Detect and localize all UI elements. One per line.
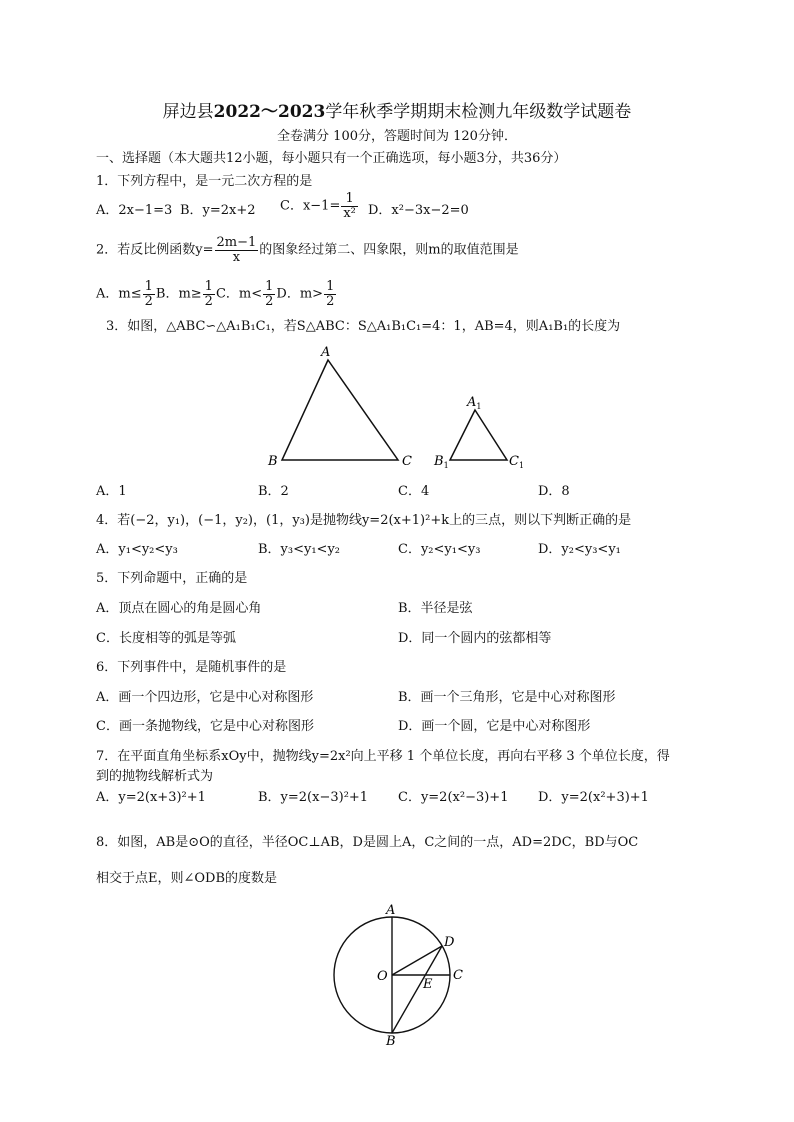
label-B: B bbox=[386, 1034, 396, 1049]
q7-option-d: D．y=2(x²+3)+1 bbox=[538, 790, 649, 805]
q3-option-c: C．4 bbox=[398, 484, 430, 499]
q8-stem-line1: 8．如图，AB是⊙O的直径，半径OC⊥AB，D是圆上A，C之间的一点，AD=2DC，BD与OC bbox=[96, 835, 639, 850]
q2-fraction bbox=[215, 236, 259, 265]
q6-stem: 6．下列事件中，是随机事件的是 bbox=[96, 660, 287, 675]
fraction-numerator: 1 bbox=[326, 279, 335, 294]
title-suffix: 学年秋季学期期末检测九年级数学试题卷 bbox=[325, 102, 632, 122]
q7-stem-line2: 到的抛物线解析式为 bbox=[96, 769, 214, 784]
label-B: B bbox=[268, 454, 278, 469]
title-prefix: 屏边县 bbox=[162, 102, 214, 122]
q7-option-a: A．y=2(x+3)²+1 bbox=[96, 790, 206, 805]
q2-option-a: A．m≤ bbox=[96, 286, 142, 302]
q5-option-c: C．长度相等的弧是等弧 bbox=[96, 631, 236, 646]
q4-option-d: D．y₂<y₃<y₁ bbox=[538, 542, 621, 557]
q5-option-a: A．顶点在圆心的角是圆心角 bbox=[96, 601, 262, 616]
q4-option-a: A．y₁<y₂<y₃ bbox=[96, 542, 178, 557]
label-E: E bbox=[423, 977, 433, 992]
q4-option-b: B．y₃<y₁<y₂ bbox=[258, 542, 341, 557]
q4-option-c: C．y₂<y₁<y₃ bbox=[398, 542, 481, 557]
q1-option-c-label: C．x−1= bbox=[280, 198, 341, 214]
q2-option-b-fraction bbox=[203, 280, 215, 309]
q7-stem-line1: 7．在平面直角坐标系xOy中，抛物线y=2x²向上平移 1 个单位长度，再向右平移 3 个单位长度，得 bbox=[96, 749, 670, 764]
q2-option-a-fraction bbox=[143, 280, 155, 309]
fraction-denominator: 2 bbox=[144, 294, 153, 309]
q3-option-b: B．2 bbox=[258, 484, 289, 499]
q6-option-c: C．画一条抛物线，它是中心对称图形 bbox=[96, 719, 314, 734]
segment-bd bbox=[392, 946, 442, 1033]
q3-option-d: D．8 bbox=[538, 484, 570, 499]
label-C: C bbox=[453, 968, 463, 983]
label-C: C bbox=[402, 454, 412, 469]
q1-option-a: A．2x−1=3 bbox=[96, 203, 173, 218]
segment-od bbox=[392, 946, 442, 975]
q2-option-d-fraction bbox=[324, 280, 336, 309]
section-heading: 一、选择题（本大题共12小题，每小题只有一个正确选项，每小题3分，共36分） bbox=[96, 151, 567, 166]
q2-option-c-fraction bbox=[263, 280, 275, 309]
q2-stem bbox=[96, 236, 519, 265]
q2-stem-prefix: 2．若反比例函数y= bbox=[96, 242, 214, 258]
q1-option-c bbox=[280, 192, 359, 221]
fraction-denominator: x² bbox=[343, 206, 356, 221]
q5-option-d: D．同一个圆内的弦都相等 bbox=[398, 631, 552, 646]
label-B1: $B_1$ bbox=[434, 454, 449, 470]
triangle-abc bbox=[282, 360, 398, 460]
fraction-numerator: 1 bbox=[265, 279, 274, 294]
label-C1: $C_1$ bbox=[509, 454, 525, 470]
fraction-numerator: 1 bbox=[341, 192, 358, 207]
q6-option-d: D．画一个圆，它是中心对称图形 bbox=[398, 719, 591, 734]
q1-option-d: D．x²−3x−2=0 bbox=[368, 203, 469, 218]
q2-option-d: D．m> bbox=[276, 286, 324, 302]
label-A: A bbox=[321, 345, 331, 360]
label-A: A bbox=[386, 903, 396, 918]
q2-option-b: B．m≥ bbox=[155, 286, 202, 302]
label-A1: $A_1$ bbox=[467, 395, 482, 411]
q3-stem: 3．如图，△ABC∽△A₁B₁C₁，若S△ABC：S△A₁B₁C₁=4：1，AB=4，则A₁B₁的长度为 bbox=[106, 319, 621, 334]
q1-option-b: B．y=2x+2 bbox=[180, 203, 256, 218]
q8-stem-line2: 相交于点E，则∠ODB的度数是 bbox=[96, 871, 278, 886]
q7-option-b: B．y=2(x−3)²+1 bbox=[258, 790, 369, 805]
q2-stem-suffix: 的图象经过第二、四象限，则m的取值范围是 bbox=[259, 242, 519, 258]
q1-option-c-fraction bbox=[341, 192, 358, 221]
fraction-numerator: 2m−1 bbox=[216, 235, 257, 250]
page-subtitle: 全卷满分 100分，答题时间为 120分钟． bbox=[277, 129, 517, 144]
q2-option-c: C．m< bbox=[215, 286, 263, 302]
q4-stem: 4．若(−2，y₁)，(−1，y₂)，(1，y₃)是抛物线y=2(x+1)²+k上的三点，则以下判断正确的是 bbox=[96, 513, 632, 528]
q3-option-a: A．1 bbox=[96, 484, 127, 499]
q5-option-b: B．半径是弦 bbox=[398, 601, 473, 616]
label-O: O bbox=[377, 969, 388, 984]
q1-stem: 1．下列方程中，是一元二次方程的是 bbox=[96, 174, 313, 189]
label-D: D bbox=[444, 935, 455, 950]
page-title bbox=[0, 103, 794, 121]
q8-circle-figure bbox=[320, 900, 470, 1050]
title-years: 2022～2023 bbox=[213, 102, 326, 122]
q7-option-c: C．y=2(x²−3)+1 bbox=[398, 790, 509, 805]
fraction-numerator: 1 bbox=[204, 279, 213, 294]
fraction-denominator: 2 bbox=[326, 294, 335, 309]
fraction-denominator: 2 bbox=[204, 294, 213, 309]
fraction-denominator: 2 bbox=[265, 294, 274, 309]
q3-triangles-figure bbox=[250, 340, 550, 480]
fraction-denominator: x bbox=[232, 250, 241, 265]
q6-option-a: A．画一个四边形，它是中心对称图形 bbox=[96, 690, 314, 705]
q2-options bbox=[96, 280, 337, 309]
q6-option-b: B．画一个三角形，它是中心对称图形 bbox=[398, 690, 616, 705]
fraction-numerator: 1 bbox=[144, 279, 153, 294]
q5-stem: 5．下列命题中，正确的是 bbox=[96, 571, 248, 586]
triangle-a1b1c1 bbox=[450, 410, 507, 460]
